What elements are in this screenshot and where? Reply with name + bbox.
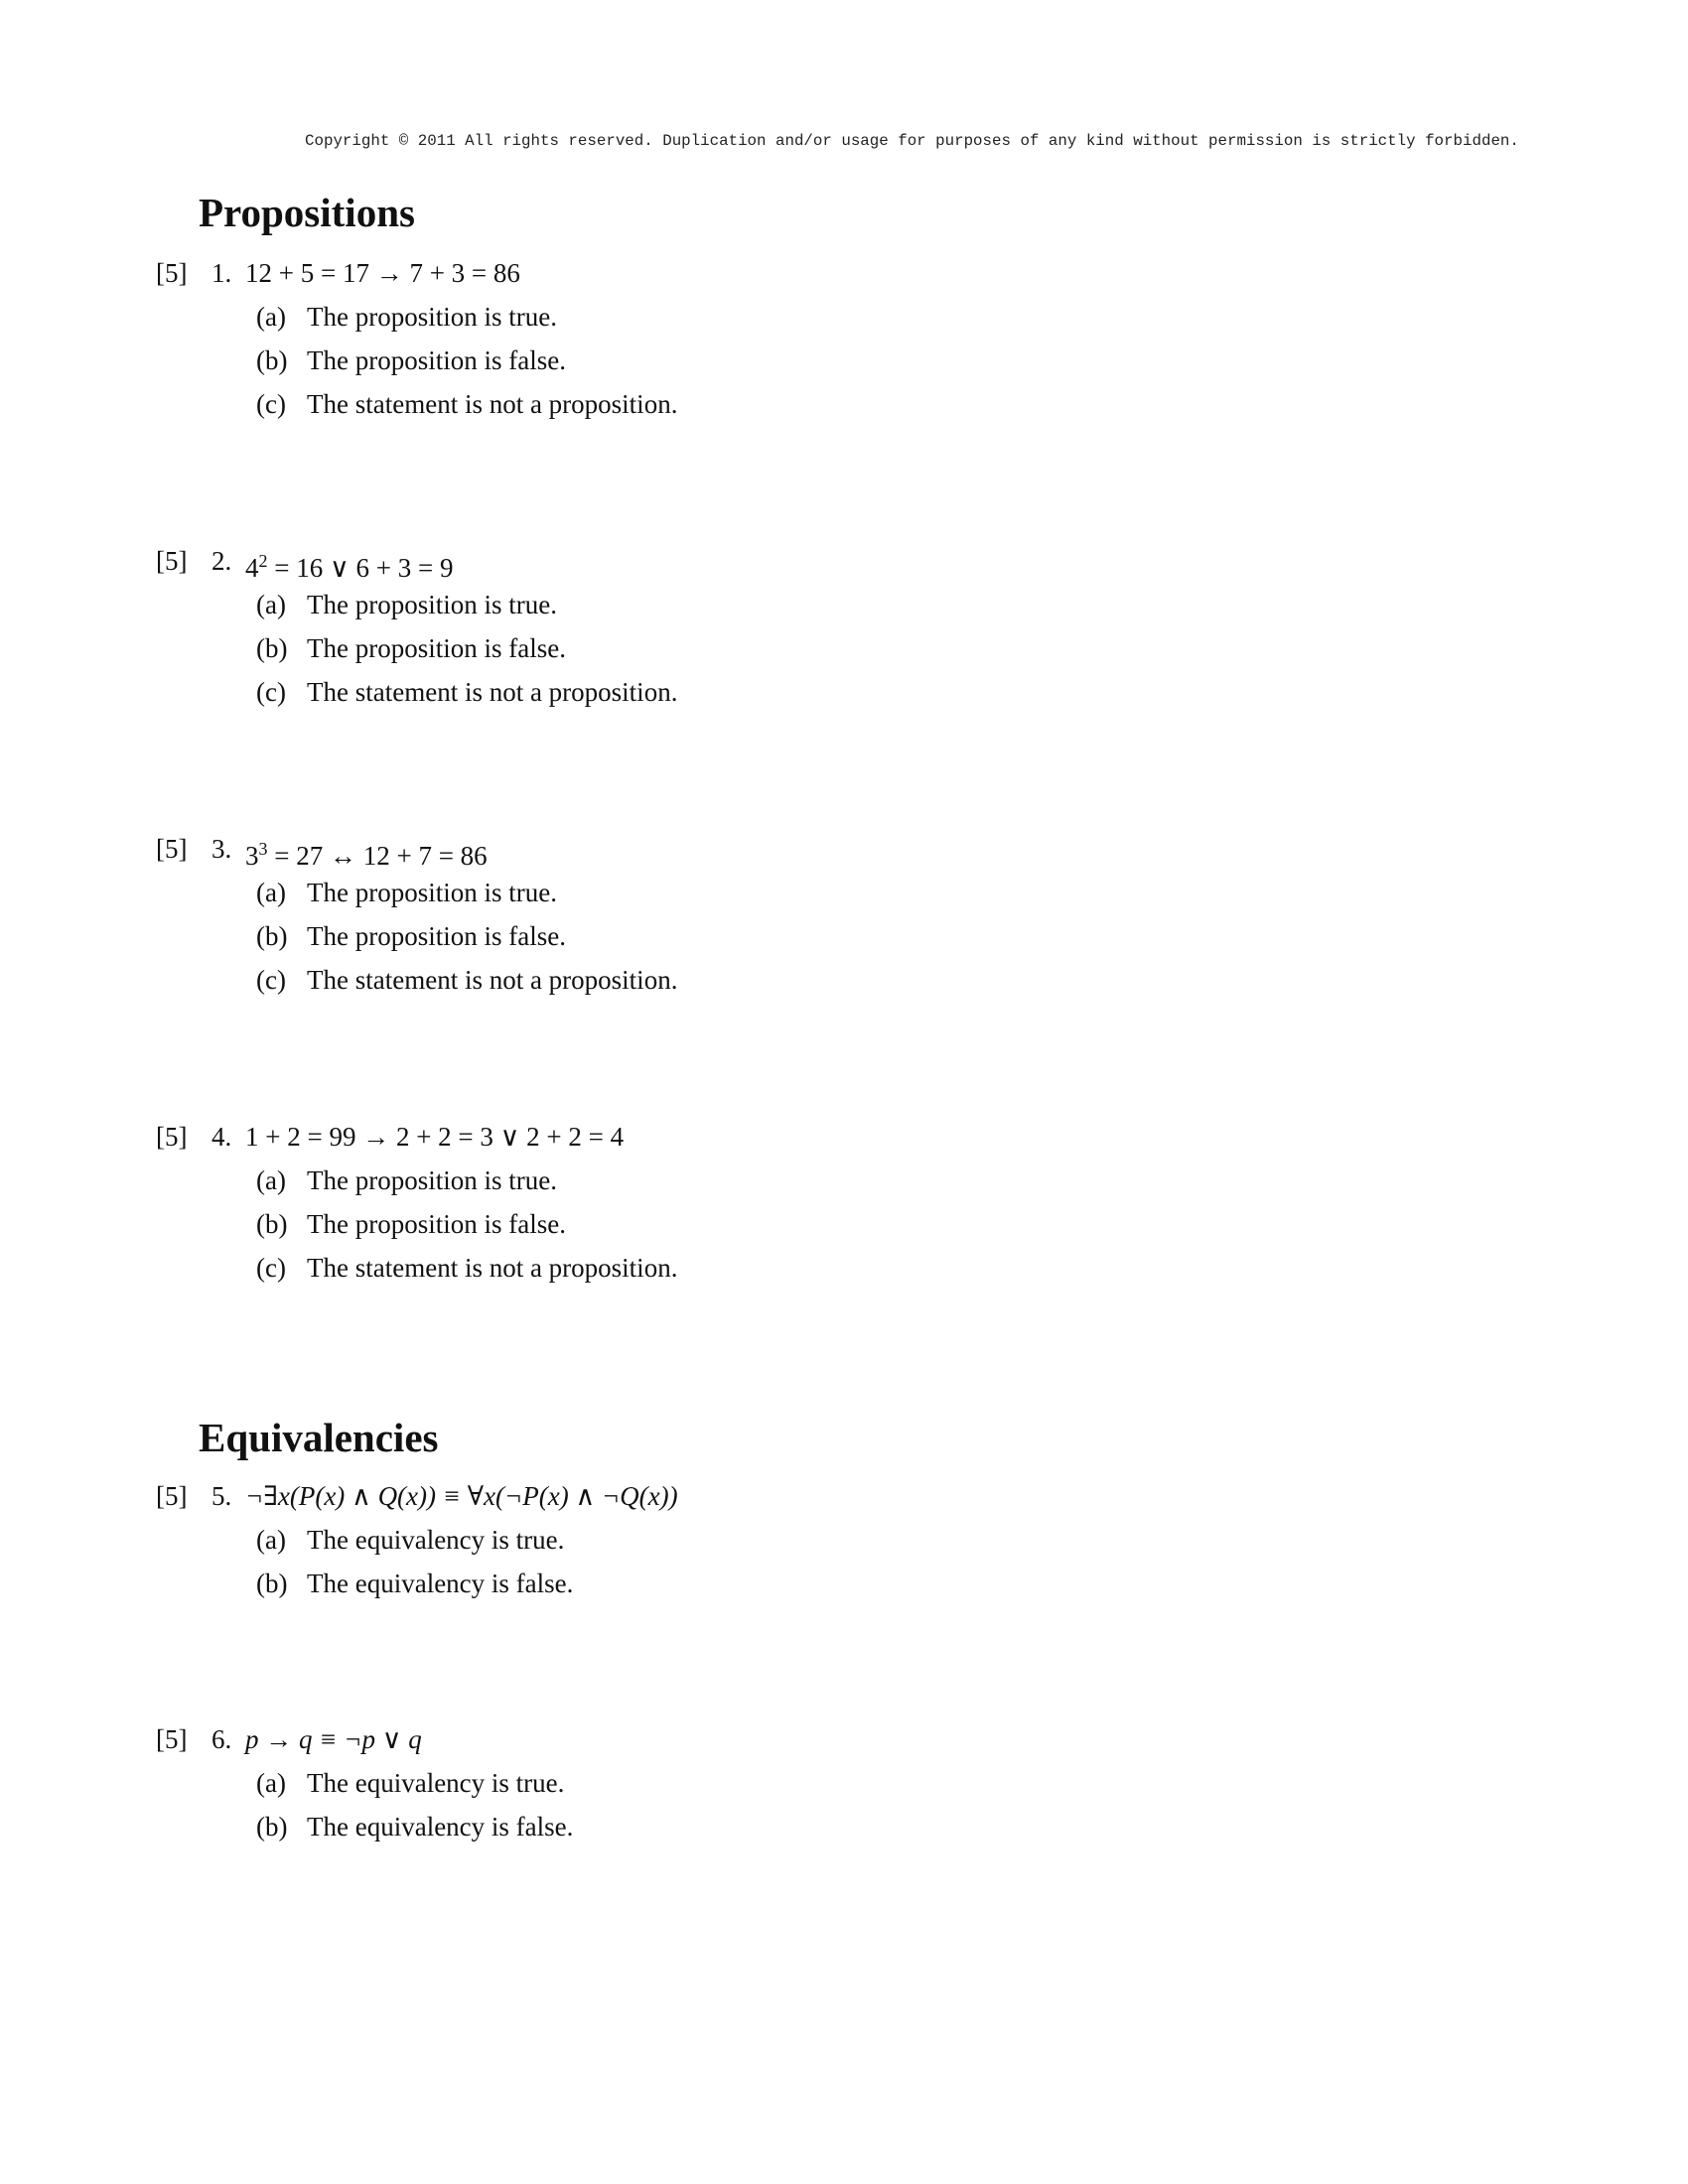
option-text: The proposition is false. bbox=[307, 633, 566, 663]
question-number: 4. bbox=[211, 1122, 232, 1152]
option-text: The statement is not a proposition. bbox=[307, 1253, 678, 1283]
option-label: (b) bbox=[256, 921, 288, 951]
option-text: The proposition is false. bbox=[307, 921, 566, 951]
option-text: The proposition is false. bbox=[307, 1209, 566, 1239]
question-expression: p → q ≡ ¬p ∨ q bbox=[245, 1724, 422, 1754]
expression-base: 3 bbox=[245, 841, 259, 871]
option-text: The equivalency is true. bbox=[307, 1768, 565, 1798]
question-expression: 12 + 5 = 17 → 7 + 3 = 86 bbox=[245, 258, 520, 288]
option-b[interactable] bbox=[0, 916, 794, 960]
question-number: 2. bbox=[211, 546, 232, 576]
option-text: The proposition is true. bbox=[307, 302, 557, 332]
option-a[interactable] bbox=[0, 297, 794, 341]
question-number: 3. bbox=[211, 834, 232, 864]
option-label: (b) bbox=[256, 1812, 288, 1842]
expression-rest: = 27 ↔ 12 + 7 = 86 bbox=[267, 841, 488, 871]
section-title-propositions: Propositions bbox=[199, 190, 415, 235]
question-expression bbox=[245, 829, 488, 876]
answer-options bbox=[0, 1160, 794, 1292]
question-expression bbox=[245, 541, 453, 588]
option-label: (c) bbox=[256, 965, 286, 995]
section-title-equivalencies: Equivalencies bbox=[199, 1415, 439, 1460]
option-label: (a) bbox=[256, 1165, 286, 1195]
option-label: (b) bbox=[256, 345, 288, 375]
option-b[interactable] bbox=[0, 1807, 794, 1850]
option-b[interactable] bbox=[0, 1204, 794, 1248]
option-a[interactable] bbox=[0, 585, 794, 628]
points-value: [5] bbox=[156, 546, 188, 576]
option-c[interactable] bbox=[0, 1248, 794, 1292]
option-c[interactable] bbox=[0, 960, 794, 1004]
option-b[interactable] bbox=[0, 341, 794, 384]
option-label: (c) bbox=[256, 389, 286, 419]
option-text: The proposition is true. bbox=[307, 1165, 557, 1195]
expression-exponent: 3 bbox=[258, 839, 268, 859]
expression-exponent: 2 bbox=[258, 551, 268, 571]
option-a[interactable] bbox=[0, 1520, 794, 1564]
question-number: 1. bbox=[211, 258, 232, 288]
option-c[interactable] bbox=[0, 672, 794, 716]
answer-options bbox=[0, 1520, 794, 1607]
option-a[interactable] bbox=[0, 1763, 794, 1807]
option-text: The statement is not a proposition. bbox=[307, 389, 678, 419]
option-text: The proposition is true. bbox=[307, 878, 557, 907]
option-label: (b) bbox=[256, 1569, 288, 1598]
option-a[interactable] bbox=[0, 873, 794, 916]
option-text: The proposition is true. bbox=[307, 590, 557, 619]
option-label: (a) bbox=[256, 590, 286, 619]
option-text: The statement is not a proposition. bbox=[307, 965, 678, 995]
option-label: (c) bbox=[256, 1253, 286, 1283]
answer-options bbox=[0, 1763, 794, 1850]
question-number: 6. bbox=[211, 1724, 232, 1754]
expression-rest: = 16 ∨ 6 + 3 = 9 bbox=[267, 553, 454, 583]
option-label: (b) bbox=[256, 1209, 288, 1239]
expression-base: 4 bbox=[245, 553, 259, 583]
points-value: [5] bbox=[156, 834, 188, 864]
option-text: The statement is not a proposition. bbox=[307, 677, 678, 707]
copyright-notice: Copyright © 2011 All rights reserved. Duplication and/or usage for purposes of any kind without permission is strictly forbidden. bbox=[305, 132, 1519, 150]
option-b[interactable] bbox=[0, 1564, 794, 1607]
points-value: [5] bbox=[156, 258, 188, 288]
answer-options bbox=[0, 585, 794, 716]
option-c[interactable] bbox=[0, 384, 794, 428]
option-label: (c) bbox=[256, 677, 286, 707]
option-label: (a) bbox=[256, 1525, 286, 1555]
answer-options bbox=[0, 297, 794, 428]
option-text: The equivalency is false. bbox=[307, 1569, 574, 1598]
option-b[interactable] bbox=[0, 628, 794, 672]
option-text: The equivalency is false. bbox=[307, 1812, 574, 1842]
points-value: [5] bbox=[156, 1724, 188, 1754]
option-label: (a) bbox=[256, 1768, 286, 1798]
option-a[interactable] bbox=[0, 1160, 794, 1204]
option-label: (b) bbox=[256, 633, 288, 663]
question-number: 5. bbox=[211, 1481, 232, 1511]
question-expression: 1 + 2 = 99 → 2 + 2 = 3 ∨ 2 + 2 = 4 bbox=[245, 1122, 625, 1152]
points-value: [5] bbox=[156, 1122, 188, 1152]
option-text: The equivalency is true. bbox=[307, 1525, 565, 1555]
answer-options bbox=[0, 873, 794, 1004]
option-text: The proposition is false. bbox=[307, 345, 566, 375]
question-expression: ¬∃x(P(x) ∧ Q(x)) ≡ ∀x(¬P(x) ∧ ¬Q(x)) bbox=[245, 1481, 678, 1511]
option-label: (a) bbox=[256, 302, 286, 332]
option-label: (a) bbox=[256, 878, 286, 907]
points-value: [5] bbox=[156, 1481, 188, 1511]
